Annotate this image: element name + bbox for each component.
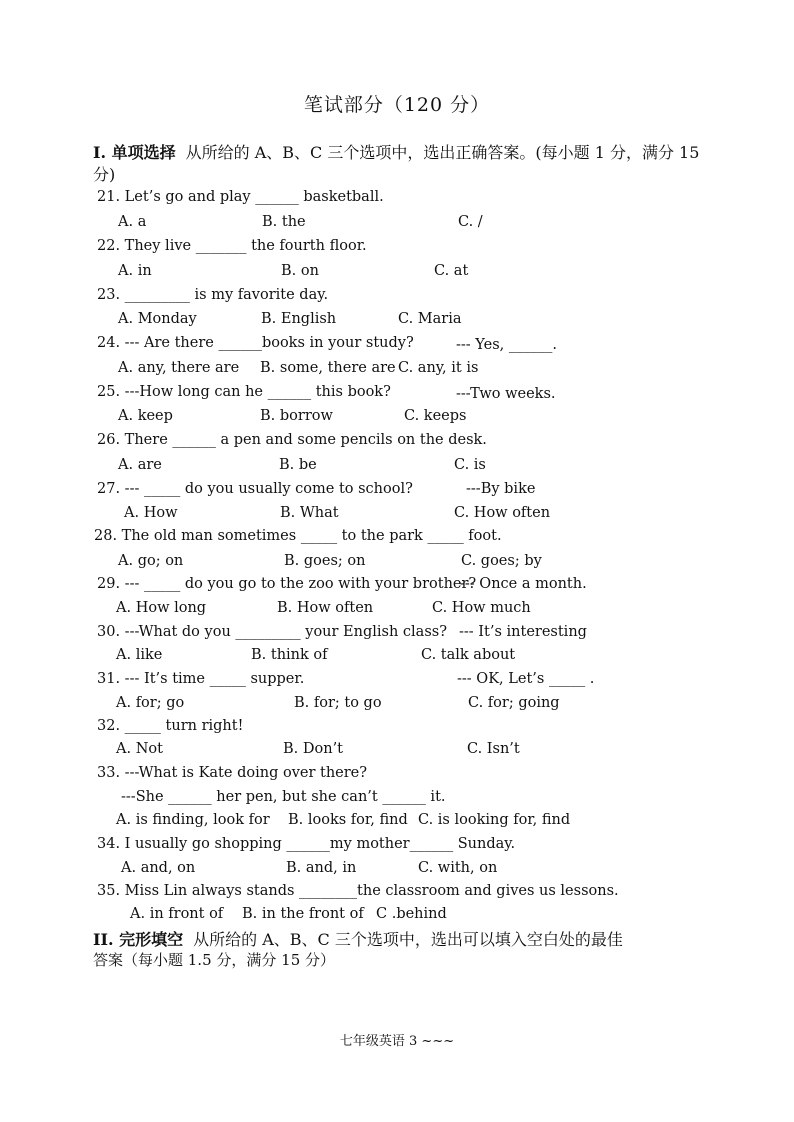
question-33-option-a: A. is finding, look for — [116, 812, 270, 828]
question-26-option-a: A. are — [118, 457, 162, 473]
question-32-option-b: B. Don’t — [283, 741, 344, 757]
question-22-option-b: B. on — [281, 263, 319, 279]
question-27-option-c: C. How often — [454, 505, 551, 521]
question-27-option-b: B. What — [280, 505, 339, 521]
question-22-option-c: C. at — [434, 263, 469, 279]
section1-heading: I. 单项选择 — [93, 143, 176, 162]
question-29-stem: 29. --- _____ do you go to the zoo with your brother? — [97, 576, 477, 592]
question-24-option-b: B. some, there are — [260, 360, 396, 376]
section2-heading: II. 完形填空 — [93, 930, 184, 949]
section1-instruction: 从所给的 A、B、C 三个选项中，选出正确答案。(每小题 1 分，满分 15 — [185, 143, 700, 162]
question-28-stem: 28. The old man sometimes _____ to the park _____ foot. — [94, 528, 502, 544]
question-35-option-b: B. in the front of — [242, 906, 364, 922]
question-33-stem: 33. ---What is Kate doing over there? — [97, 765, 368, 781]
question-30-stem: 30. ---What do you _________ your English class? — [97, 624, 447, 640]
question-28-option-a: A. go; on — [118, 553, 184, 569]
question-29-answer: --- Once a month. — [460, 576, 587, 592]
question-32-stem: 32. _____ turn right! — [97, 718, 244, 734]
question-32-option-c: C. Isn’t — [467, 741, 520, 757]
question-34-option-b: B. and, in — [286, 860, 357, 876]
question-35-option-c: C .behind — [376, 906, 447, 922]
page-title: 笔试部分（120 分） — [303, 94, 491, 116]
question-26-option-b: B. be — [279, 457, 317, 473]
question-24-option-c: C. any, it is — [398, 360, 479, 376]
question-28-option-b: B. goes; on — [284, 553, 366, 569]
question-27-stem: 27. --- _____ do you usually come to school? — [97, 481, 413, 497]
question-28-option-c: C. goes; by — [461, 553, 542, 569]
question-25-option-a: A. keep — [118, 408, 173, 424]
section1-heading-line — [93, 140, 699, 163]
question-30-option-a: A. like — [116, 647, 163, 663]
page-footer: 七年级英语 3 ~~~ — [339, 1034, 455, 1049]
section2-instruction: 从所给的 A、B、C 三个选项中，选出可以填入空白处的最佳 — [193, 930, 623, 949]
section1-instruction-cont: 分) — [93, 165, 116, 184]
question-34-option-a: A. and, on — [121, 860, 196, 876]
question-23-option-a: A. Monday — [118, 311, 197, 327]
question-23-option-c: C. Maria — [398, 311, 462, 327]
question-24-option-a: A. any, there are — [118, 360, 240, 376]
question-21-option-b: B. the — [262, 214, 306, 230]
question-26-option-c: C. is — [454, 457, 486, 473]
question-31-option-c: C. for; going — [468, 695, 560, 711]
section2-heading-line — [93, 927, 623, 950]
question-31-option-a: A. for; go — [116, 695, 185, 711]
question-21-stem: 21. Let’s go and play ______ basketball. — [97, 189, 384, 205]
question-23-option-b: B. English — [261, 311, 337, 327]
question-30-option-b: B. think of — [251, 647, 328, 663]
question-25-option-c: C. keeps — [404, 408, 467, 424]
question-33-option-b: B. looks for, find — [288, 812, 408, 828]
question-27-option-a: A. How — [124, 505, 178, 521]
question-26-stem: 26. There ______ a pen and some pencils on the desk. — [97, 432, 487, 448]
question-27-answer: ---By bike — [466, 481, 536, 497]
question-23-stem: 23. _________ is my favorite day. — [97, 287, 329, 303]
question-29-option-c: C. How much — [432, 600, 531, 616]
section2-instruction-cont: 答案（每小题 1.5 分，满分 15 分） — [93, 951, 336, 969]
question-24-stem: 24. --- Are there ______books in your study? — [97, 335, 414, 351]
question-30-option-c: C. talk about — [421, 647, 516, 663]
question-22-stem: 22. They live _______ the fourth floor. — [97, 238, 367, 254]
question-31-stem: 31. --- It’s time _____ supper. — [97, 671, 305, 687]
question-34-option-c: C. with, on — [418, 860, 498, 876]
question-21-option-c: C. / — [458, 214, 483, 230]
question-24-answer: --- Yes, ______. — [456, 337, 557, 353]
question-25-answer: ---Two weeks. — [456, 386, 556, 402]
question-32-option-a: A. Not — [116, 741, 163, 757]
question-33-option-c: C. is looking for, find — [418, 812, 571, 828]
question-31-answer: --- OK, Let’s _____ . — [457, 671, 595, 687]
question-29-option-b: B. How often — [277, 600, 374, 616]
question-35-option-a: A. in front of — [130, 906, 224, 922]
question-21-option-a: A. a — [118, 214, 147, 230]
question-25-stem: 25. ---How long can he ______ this book? — [97, 384, 391, 400]
question-35-stem: 35. Miss Lin always stands ________the classroom and gives us lessons. — [97, 883, 619, 899]
question-29-option-a: A. How long — [116, 600, 207, 616]
question-30-answer: --- It’s interesting — [459, 624, 587, 640]
question-33-stem-reply: ---She ______ her pen, but she can’t ______ it. — [121, 789, 446, 805]
question-34-stem: 34. I usually go shopping ______my mother______ Sunday. — [97, 836, 516, 852]
question-31-option-b: B. for; to go — [294, 695, 382, 711]
question-25-option-b: B. borrow — [260, 408, 333, 424]
question-22-option-a: A. in — [118, 263, 152, 279]
